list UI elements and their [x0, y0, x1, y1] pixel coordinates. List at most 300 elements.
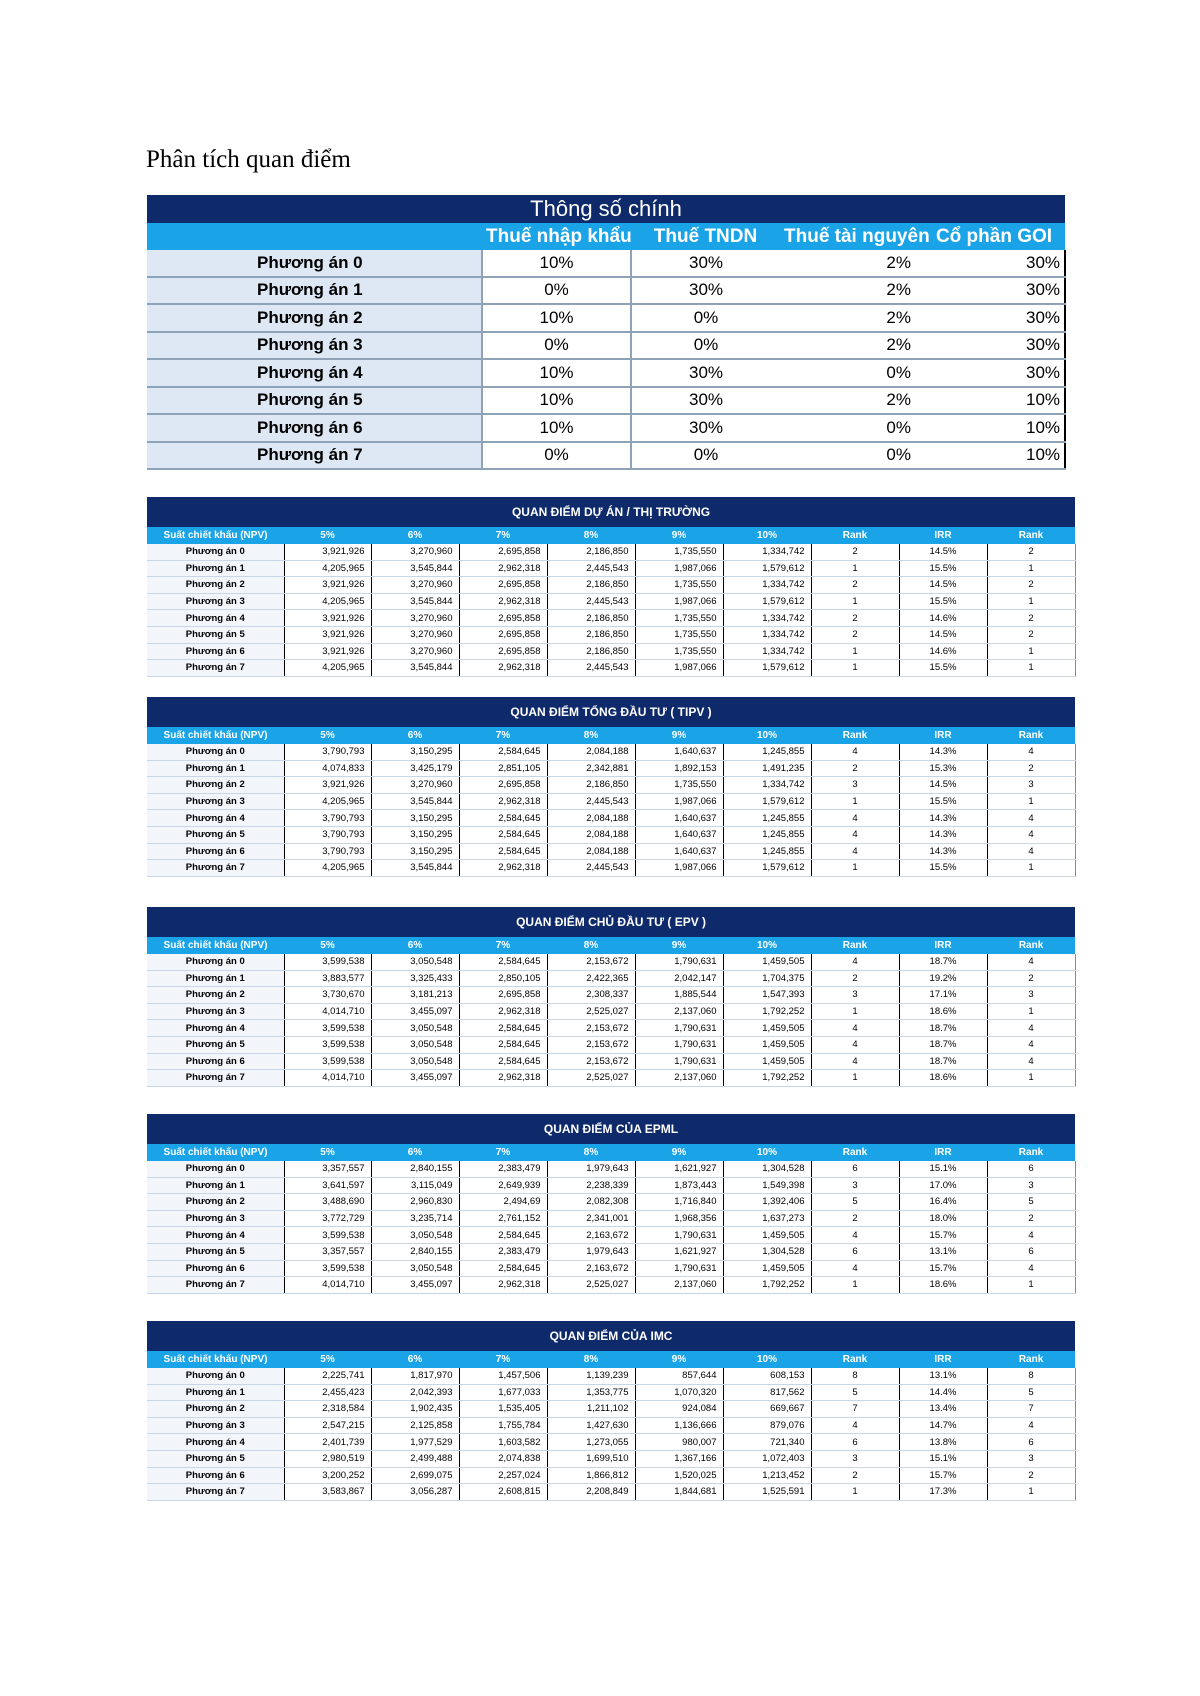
cell: 4 [987, 1020, 1075, 1037]
header-goi-share: Cổ phần GOI [923, 223, 1065, 250]
table-row [147, 860, 1075, 877]
column-header: 7% [459, 527, 547, 544]
cell: 4 [987, 843, 1075, 860]
cell: 1,334,742 [723, 777, 811, 794]
cell: 3 [987, 777, 1075, 794]
column-header: Rank [987, 527, 1075, 544]
cell: 0% [482, 442, 631, 470]
table-row [147, 843, 1075, 860]
table-row [147, 332, 1065, 360]
cell: 2,525,027 [547, 1277, 635, 1294]
cell: 2 [811, 970, 899, 987]
column-header: 6% [371, 1351, 459, 1368]
cell: 2,208,849 [547, 1484, 635, 1501]
row-label: Phương án 1 [147, 1384, 284, 1401]
cell: 15.5% [899, 860, 987, 877]
cell: 1,579,612 [723, 593, 811, 610]
cell: 4 [811, 1036, 899, 1053]
cell: 1 [811, 1484, 899, 1501]
table-row [147, 1434, 1075, 1451]
cell: 2,851,105 [459, 760, 547, 777]
header-corporate-tax: Thuế TNDN [631, 223, 780, 250]
cell: 14.3% [899, 744, 987, 760]
cell: 4 [811, 1260, 899, 1277]
cell: 1 [811, 1277, 899, 1294]
column-header: Suất chiết khấu (NPV) [147, 527, 284, 544]
column-header: Rank [987, 1351, 1075, 1368]
cell: 14.7% [899, 1417, 987, 1434]
cell: 0% [780, 442, 923, 470]
cell: 16.4% [899, 1194, 987, 1211]
cell: 2,074,838 [459, 1450, 547, 1467]
cell: 3,455,097 [371, 1070, 459, 1087]
cell: 3,150,295 [371, 810, 459, 827]
cell: 2,084,188 [547, 810, 635, 827]
cell: 2,186,850 [547, 643, 635, 660]
cell: 3,050,548 [371, 1227, 459, 1244]
cell: 6 [811, 1161, 899, 1177]
cell: 3,270,960 [371, 610, 459, 627]
cell: 1,353,775 [547, 1384, 635, 1401]
cell: 2,125,858 [371, 1417, 459, 1434]
table-row [147, 544, 1075, 560]
cell: 4 [987, 954, 1075, 970]
cell: 14.5% [899, 626, 987, 643]
cell: 3,790,793 [284, 826, 371, 843]
cell: 2,962,318 [459, 660, 547, 677]
cell: 1 [811, 593, 899, 610]
cell: 3,325,433 [371, 970, 459, 987]
cell: 2,042,147 [635, 970, 723, 987]
cell: 4,074,833 [284, 760, 371, 777]
cell: 3,200,252 [284, 1467, 371, 1484]
cell: 3,270,960 [371, 544, 459, 560]
cell: 4,205,965 [284, 660, 371, 677]
row-label: Phương án 2 [147, 1401, 284, 1418]
cell: 2 [987, 610, 1075, 627]
row-label: Phương án 6 [147, 843, 284, 860]
column-header: 5% [284, 937, 371, 954]
cell: 2 [811, 577, 899, 594]
cell: 3,150,295 [371, 826, 459, 843]
row-label: Phương án 4 [147, 1227, 284, 1244]
page-title: Phân tích quan điểm [146, 146, 351, 173]
row-label: Phương án 0 [147, 1161, 284, 1177]
cell: 2,445,543 [547, 793, 635, 810]
column-header: Rank [987, 727, 1075, 744]
cell: 18.0% [899, 1210, 987, 1227]
table-caption: QUAN ĐIỂM TỔNG ĐẦU TƯ ( TIPV ) [147, 697, 1075, 727]
cell: 1,547,393 [723, 987, 811, 1004]
cell: 1,902,435 [371, 1401, 459, 1418]
cell: 2,525,027 [547, 1070, 635, 1087]
cell: 2,695,858 [459, 577, 547, 594]
cell: 3,921,926 [284, 544, 371, 560]
row-label: Phương án 7 [147, 1070, 284, 1087]
cell: 10% [482, 387, 631, 415]
cell: 14.4% [899, 1384, 987, 1401]
cell: 0% [631, 304, 780, 332]
table-row [147, 1243, 1075, 1260]
cell: 14.6% [899, 643, 987, 660]
cell: 2,649,939 [459, 1177, 547, 1194]
table-row [147, 793, 1075, 810]
cell: 2,547,215 [284, 1417, 371, 1434]
cell: 669,667 [723, 1401, 811, 1418]
cell: 2,341,001 [547, 1210, 635, 1227]
cell: 2,225,741 [284, 1368, 371, 1384]
cell: 2 [987, 1210, 1075, 1227]
column-header: IRR [899, 1144, 987, 1161]
cell: 3,583,867 [284, 1484, 371, 1501]
table-row [147, 1177, 1075, 1194]
cell: 1,977,529 [371, 1434, 459, 1451]
cell: 1 [987, 793, 1075, 810]
cell: 4 [987, 1036, 1075, 1053]
cell: 8 [811, 1368, 899, 1384]
column-header: 9% [635, 727, 723, 744]
cell: 18.7% [899, 1020, 987, 1037]
table-caption: QUAN ĐIỂM CHỦ ĐẦU TƯ ( EPV ) [147, 907, 1075, 937]
cell: 13.8% [899, 1434, 987, 1451]
cell: 10% [482, 250, 631, 277]
row-label: Phương án 0 [147, 954, 284, 970]
row-label: Phương án 2 [147, 577, 284, 594]
cell: 1,245,855 [723, 744, 811, 760]
cell: 8 [987, 1368, 1075, 1384]
row-label: Phương án 2 [147, 304, 482, 332]
cell: 4 [811, 1227, 899, 1244]
row-label: Phương án 3 [147, 1210, 284, 1227]
cell: 2,695,858 [459, 777, 547, 794]
row-label: Phương án 7 [147, 1484, 284, 1501]
cell: 3,599,538 [284, 1227, 371, 1244]
cell: 4 [987, 826, 1075, 843]
cell: 1,987,066 [635, 560, 723, 577]
cell: 1,677,033 [459, 1384, 547, 1401]
perspective-table [147, 1321, 1076, 1501]
column-header: Rank [811, 1144, 899, 1161]
column-header: 10% [723, 727, 811, 744]
cell: 3,545,844 [371, 860, 459, 877]
cell: 30% [631, 250, 780, 277]
perspective-table [147, 907, 1076, 1087]
cell: 14.5% [899, 577, 987, 594]
cell: 1,579,612 [723, 560, 811, 577]
table-row [147, 626, 1075, 643]
row-label: Phương án 3 [147, 1417, 284, 1434]
header-import-tax: Thuế nhập khẩu [482, 223, 631, 250]
table-row [147, 1260, 1075, 1277]
cell: 30% [923, 250, 1065, 277]
cell: 3 [987, 987, 1075, 1004]
cell: 3,181,213 [371, 987, 459, 1004]
cell: 1,792,252 [723, 1070, 811, 1087]
cell: 2,186,850 [547, 610, 635, 627]
cell: 7 [811, 1401, 899, 1418]
column-header: 6% [371, 727, 459, 744]
cell: 10% [923, 387, 1065, 415]
cell: 2,401,739 [284, 1434, 371, 1451]
cell: 1 [811, 1070, 899, 1087]
cell: 5 [811, 1384, 899, 1401]
cell: 3,599,538 [284, 1260, 371, 1277]
cell: 3 [811, 1450, 899, 1467]
cell: 2,695,858 [459, 987, 547, 1004]
cell: 2 [987, 760, 1075, 777]
cell: 1 [987, 560, 1075, 577]
cell: 1,334,742 [723, 544, 811, 560]
cell: 1,790,631 [635, 1036, 723, 1053]
cell: 3,599,538 [284, 1053, 371, 1070]
cell: 2,962,318 [459, 793, 547, 810]
row-label: Phương án 5 [147, 1036, 284, 1053]
cell: 2 [987, 970, 1075, 987]
table-row [147, 593, 1075, 610]
cell: 1,459,505 [723, 954, 811, 970]
cell: 15.5% [899, 593, 987, 610]
table-row [147, 1053, 1075, 1070]
cell: 2,186,850 [547, 577, 635, 594]
cell: 18.7% [899, 1036, 987, 1053]
cell: 4 [811, 1417, 899, 1434]
row-label: Phương án 1 [147, 277, 482, 305]
cell: 2 [811, 1467, 899, 1484]
cell: 2,584,645 [459, 1036, 547, 1053]
cell: 30% [631, 414, 780, 442]
cell: 1,491,235 [723, 760, 811, 777]
cell: 15.5% [899, 793, 987, 810]
cell: 6 [987, 1243, 1075, 1260]
cell: 721,340 [723, 1434, 811, 1451]
cell: 3,545,844 [371, 793, 459, 810]
row-label: Phương án 1 [147, 560, 284, 577]
cell: 2,422,365 [547, 970, 635, 987]
cell: 30% [923, 359, 1065, 387]
cell: 0% [780, 359, 923, 387]
cell: 2 [811, 626, 899, 643]
cell: 2,455,423 [284, 1384, 371, 1401]
table-row [147, 1161, 1075, 1177]
row-label: Phương án 5 [147, 1450, 284, 1467]
table-row [147, 1368, 1075, 1384]
cell: 1,334,742 [723, 577, 811, 594]
cell: 4 [811, 1053, 899, 1070]
cell: 1,987,066 [635, 793, 723, 810]
row-label: Phương án 6 [147, 1260, 284, 1277]
cell: 1,579,612 [723, 860, 811, 877]
cell: 1,334,742 [723, 643, 811, 660]
column-header: 5% [284, 1144, 371, 1161]
cell: 1,459,505 [723, 1260, 811, 1277]
table-row [147, 970, 1075, 987]
row-label: Phương án 1 [147, 1177, 284, 1194]
perspective-table [147, 1114, 1076, 1294]
cell: 17.1% [899, 987, 987, 1004]
cell: 5 [987, 1384, 1075, 1401]
cell: 1 [987, 1484, 1075, 1501]
cell: 3,425,179 [371, 760, 459, 777]
row-label: Phương án 5 [147, 626, 284, 643]
cell: 15.7% [899, 1227, 987, 1244]
cell: 2,308,337 [547, 987, 635, 1004]
table-row [147, 1210, 1075, 1227]
cell: 2,042,393 [371, 1384, 459, 1401]
cell: 2 [987, 626, 1075, 643]
cell: 2,342,881 [547, 760, 635, 777]
cell: 4 [811, 810, 899, 827]
cell: 30% [631, 359, 780, 387]
row-label: Phương án 3 [147, 593, 284, 610]
cell: 2 [811, 610, 899, 627]
cell: 2,445,543 [547, 593, 635, 610]
cell: 1,735,550 [635, 626, 723, 643]
cell: 2,153,672 [547, 1053, 635, 1070]
cell: 4 [811, 826, 899, 843]
cell: 30% [631, 277, 780, 305]
cell: 3,270,960 [371, 577, 459, 594]
cell: 1,427,630 [547, 1417, 635, 1434]
cell: 1,621,927 [635, 1243, 723, 1260]
cell: 1,968,356 [635, 1210, 723, 1227]
cell: 2,137,060 [635, 1003, 723, 1020]
cell: 30% [631, 387, 780, 415]
column-header: 8% [547, 1351, 635, 1368]
cell: 1,640,637 [635, 810, 723, 827]
cell: 0% [631, 442, 780, 470]
cell: 1,621,927 [635, 1161, 723, 1177]
table-row [147, 387, 1065, 415]
cell: 2,445,543 [547, 560, 635, 577]
cell: 1,892,153 [635, 760, 723, 777]
cell: 2,840,155 [371, 1243, 459, 1260]
cell: 2% [780, 332, 923, 360]
cell: 2,584,645 [459, 1020, 547, 1037]
cell: 4 [987, 1053, 1075, 1070]
row-label: Phương án 1 [147, 760, 284, 777]
cell: 2,584,645 [459, 744, 547, 760]
row-label: Phương án 7 [147, 1277, 284, 1294]
column-header: 9% [635, 937, 723, 954]
cell: 1 [811, 793, 899, 810]
cell: 2,840,155 [371, 1161, 459, 1177]
cell: 4 [987, 1417, 1075, 1434]
cell: 3,488,690 [284, 1194, 371, 1211]
cell: 1,273,055 [547, 1434, 635, 1451]
cell: 3,772,729 [284, 1210, 371, 1227]
cell: 1,579,612 [723, 660, 811, 677]
cell: 2,153,672 [547, 1036, 635, 1053]
cell: 1 [811, 643, 899, 660]
cell: 857,644 [635, 1368, 723, 1384]
cell: 3,050,548 [371, 1036, 459, 1053]
cell: 817,562 [723, 1384, 811, 1401]
cell: 1,873,443 [635, 1177, 723, 1194]
cell: 3,921,926 [284, 643, 371, 660]
row-label: Phương án 3 [147, 793, 284, 810]
cell: 2,257,024 [459, 1467, 547, 1484]
column-header: 9% [635, 1144, 723, 1161]
cell: 1 [811, 560, 899, 577]
cell: 1 [811, 860, 899, 877]
cell: 10% [923, 442, 1065, 470]
cell: 6 [987, 1161, 1075, 1177]
cell: 2,962,318 [459, 593, 547, 610]
table-row [147, 643, 1075, 660]
table-row [147, 577, 1075, 594]
cell: 3 [987, 1450, 1075, 1467]
cell: 1,979,643 [547, 1243, 635, 1260]
cell: 2,084,188 [547, 826, 635, 843]
cell: 2,962,318 [459, 1070, 547, 1087]
cell: 2 [987, 544, 1075, 560]
cell: 1,304,528 [723, 1161, 811, 1177]
cell: 2,153,672 [547, 954, 635, 970]
cell: 2,318,584 [284, 1401, 371, 1418]
cell: 3,357,557 [284, 1161, 371, 1177]
cell: 30% [923, 277, 1065, 305]
cell: 1,716,840 [635, 1194, 723, 1211]
row-label: Phương án 2 [147, 1194, 284, 1211]
row-label: Phương án 2 [147, 777, 284, 794]
cell: 4 [811, 954, 899, 970]
cell: 2,163,672 [547, 1227, 635, 1244]
row-label: Phương án 7 [147, 860, 284, 877]
cell: 18.7% [899, 954, 987, 970]
cell: 1,392,406 [723, 1194, 811, 1211]
cell: 0% [482, 277, 631, 305]
cell: 1,792,252 [723, 1277, 811, 1294]
table-row [147, 987, 1075, 1004]
cell: 2,584,645 [459, 826, 547, 843]
cell: 14.6% [899, 610, 987, 627]
perspective-table [147, 497, 1076, 677]
table-caption: QUAN ĐIỂM CỦA IMC [147, 1321, 1075, 1351]
cell: 1,139,239 [547, 1368, 635, 1384]
column-header: 9% [635, 527, 723, 544]
cell: 4,205,965 [284, 793, 371, 810]
column-header: Suất chiết khấu (NPV) [147, 937, 284, 954]
cell: 2,584,645 [459, 810, 547, 827]
cell: 1,367,166 [635, 1450, 723, 1467]
cell: 15.7% [899, 1260, 987, 1277]
cell: 1,790,631 [635, 1260, 723, 1277]
table-row [147, 250, 1065, 277]
row-label: Phương án 6 [147, 1053, 284, 1070]
row-label: Phương án 4 [147, 610, 284, 627]
row-label: Phương án 4 [147, 359, 482, 387]
cell: 2,137,060 [635, 1277, 723, 1294]
cell: 2,962,318 [459, 860, 547, 877]
row-label: Phương án 4 [147, 1020, 284, 1037]
cell: 2,584,645 [459, 954, 547, 970]
table-caption: QUAN ĐIỂM DỰ ÁN / THỊ TRƯỜNG [147, 497, 1075, 527]
cell: 3,455,097 [371, 1003, 459, 1020]
cell: 1,987,066 [635, 860, 723, 877]
cell: 1,735,550 [635, 577, 723, 594]
row-label: Phương án 5 [147, 1243, 284, 1260]
cell: 2,137,060 [635, 1070, 723, 1087]
cell: 3,050,548 [371, 1020, 459, 1037]
cell: 1,866,812 [547, 1467, 635, 1484]
cell: 18.6% [899, 1070, 987, 1087]
cell: 13.1% [899, 1243, 987, 1260]
cell: 980,007 [635, 1434, 723, 1451]
cell: 1,885,544 [635, 987, 723, 1004]
column-header: 8% [547, 527, 635, 544]
cell: 1,792,252 [723, 1003, 811, 1020]
cell: 2,584,645 [459, 1053, 547, 1070]
